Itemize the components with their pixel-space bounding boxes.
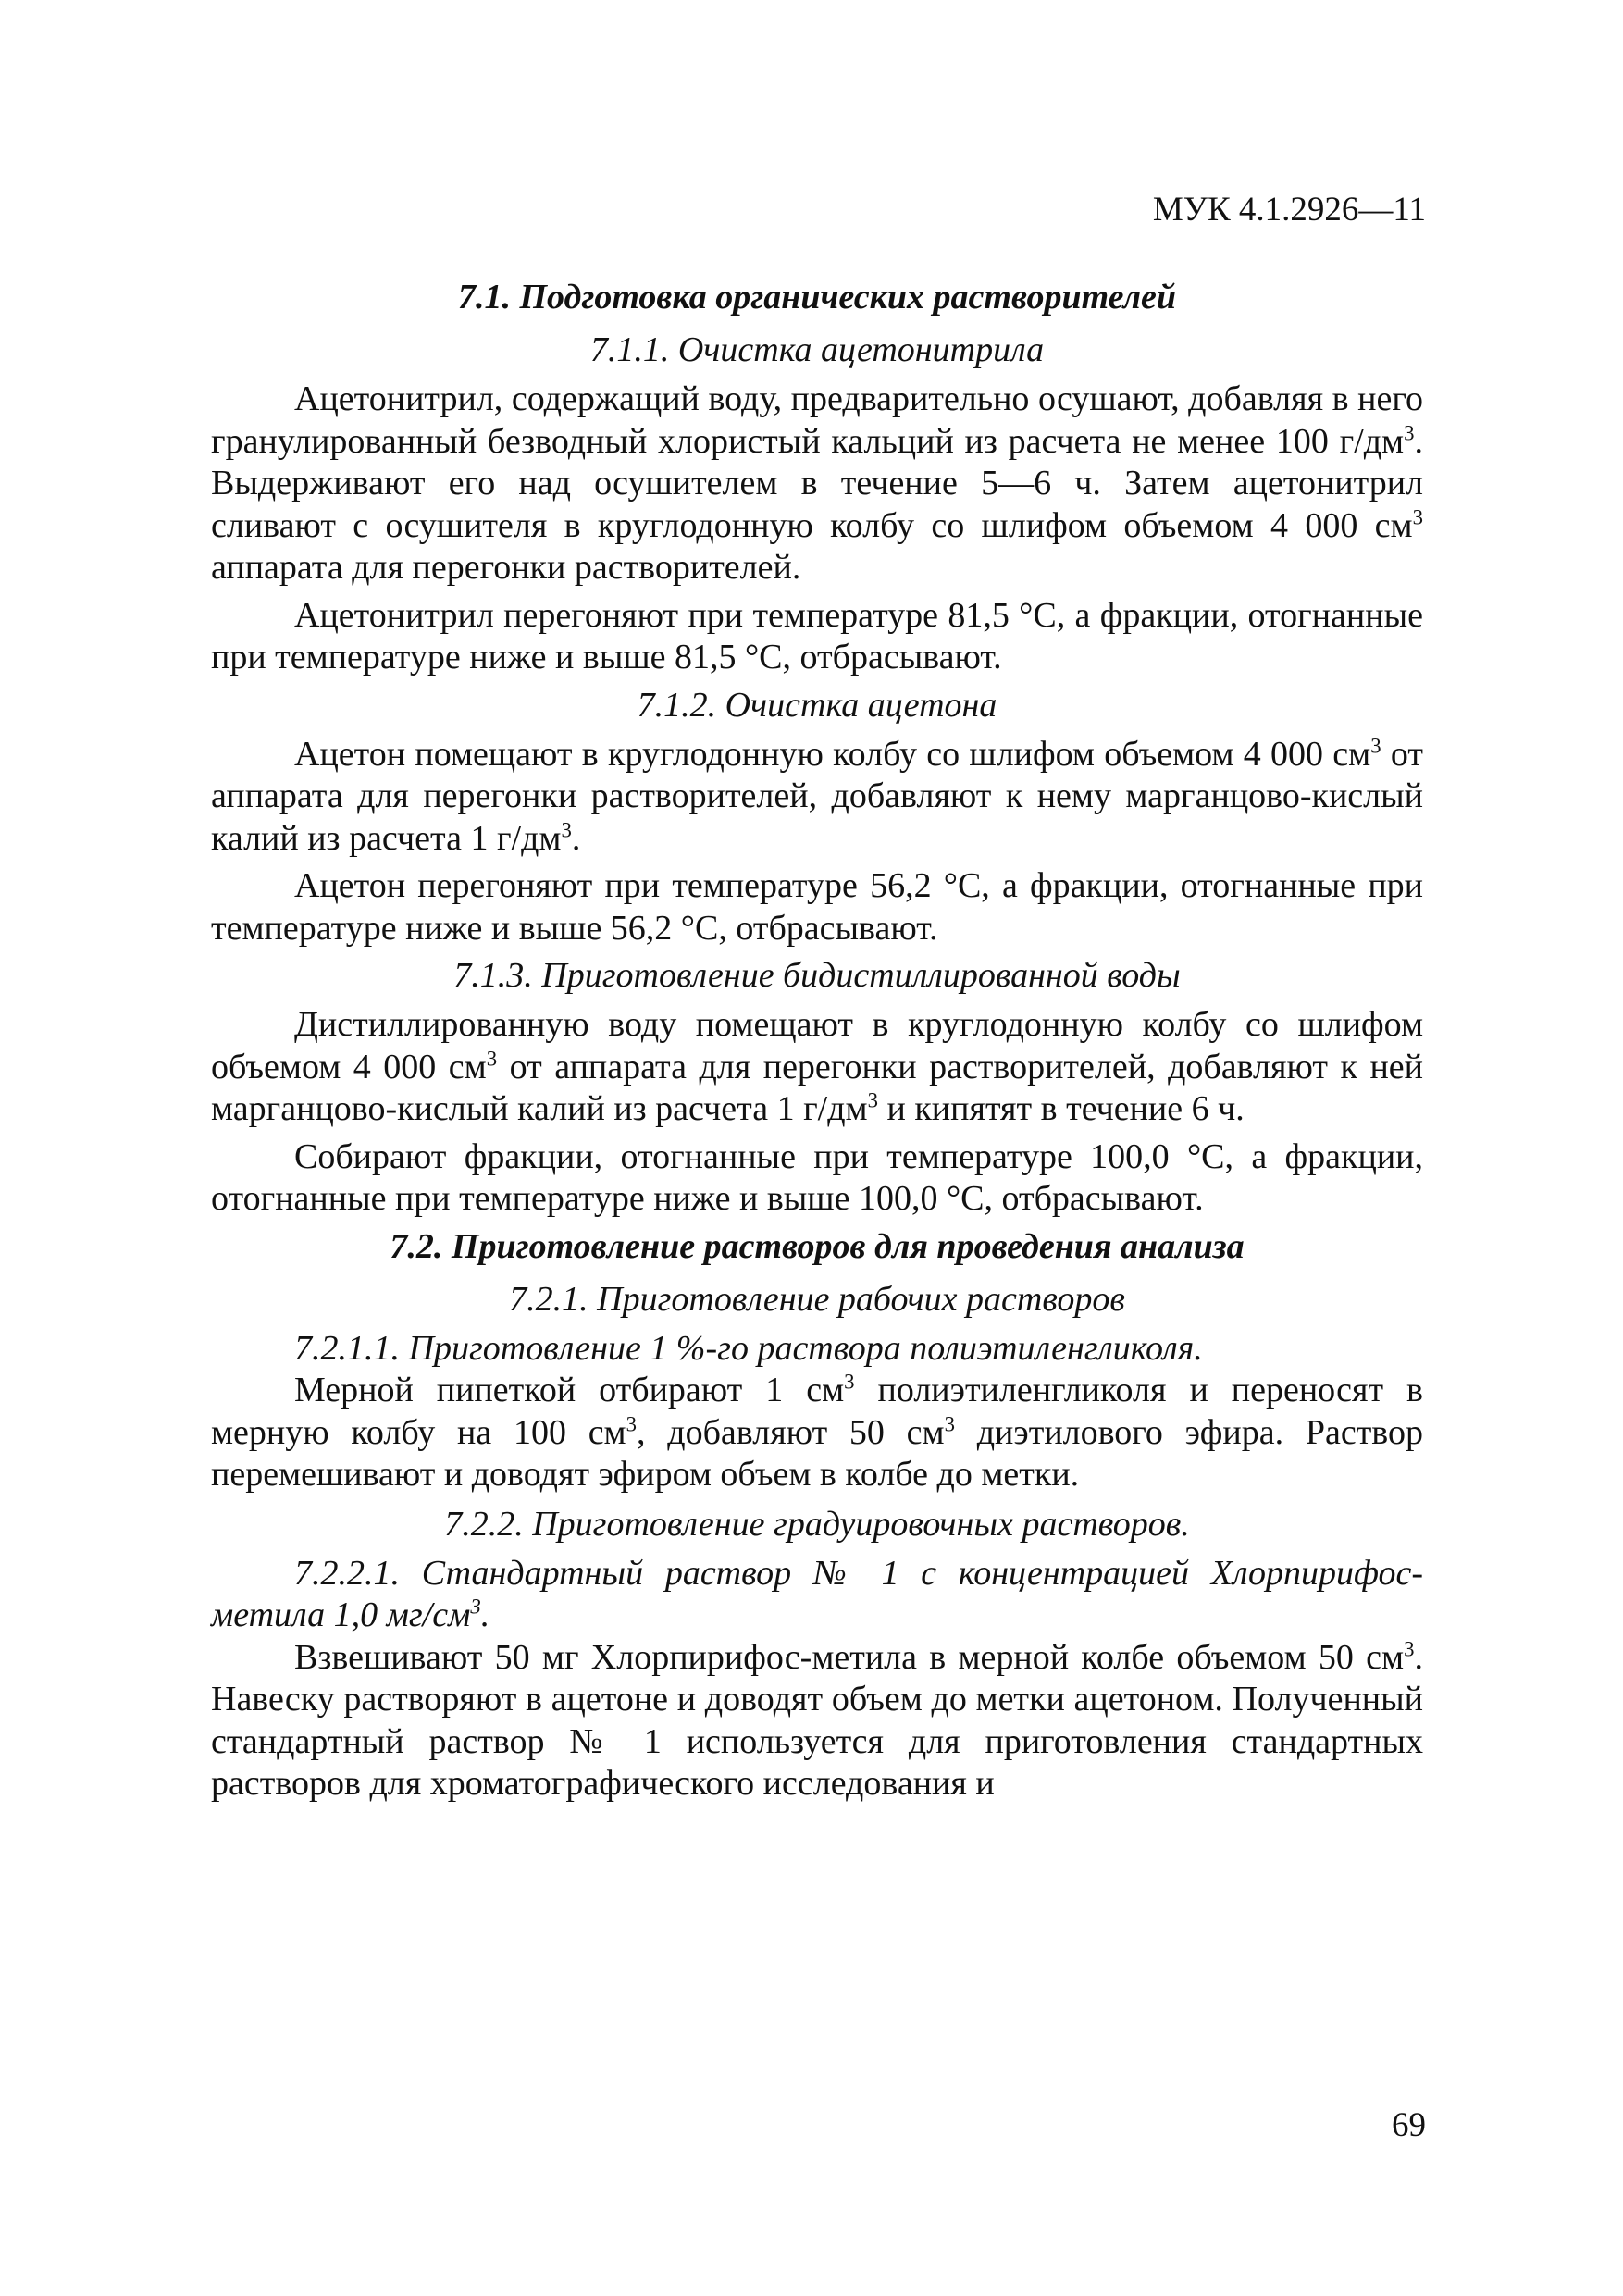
superscript: 3 [1412,504,1423,528]
superscript: 3 [470,1595,481,1619]
paragraph-acetonitrile-drying: Ацетонитрил, содержащий воду, предварительно осушают, добавляя в него гранулированный безводный хлористый кальций из расчета не менее 100 $г/дм^3$. Выдерживают его над осушителем в течение 5—6 ч. Затем ацетонитрил сливают с осушителя в круглодонную колбу со шлифом объемом 4 000 $см^3$ аппарата для перегонки растворителей. [211,379,1423,587]
subsection-heading-7-2-1-1: 7.2.1.1. Приготовление 1 %-го раствора полиэтиленгликоля. [294,1328,1203,1368]
section-heading-7-2: 7.2. Приготовление растворов для проведения анализа [390,1226,1245,1266]
superscript: 3 [1404,1636,1415,1660]
paragraph-acetone-distillation: Ацетон перегоняют при температуре 56,2 °С, а фракции, отогнанные при температуре ниже и выше 56,2 °С, отбрасывают. [211,866,1423,948]
paragraph-acetonitrile-distillation: Ацетонитрил перегоняют при температуре 81,5 °С, а фракции, отогнанные при температуре ниже и выше 81,5 °С, отбрасывают. [211,595,1423,676]
subsection-heading-7-1-3: 7.1.3. Приготовление бидистиллированной воды [453,956,1181,995]
superscript: 3 [844,1370,855,1394]
paragraph-standard-solution-1: Взвешивают 50 мг Хлорпирифос-метила в мерной колбе объемом 50 $см^3$. Навеску растворяют в ацетоне и доводят объем до метки ацетоном. Полученный стандартный раствор № 1 используется для приготовления стандартных растворов для хроматографического исследования и [211,1636,1423,1803]
paragraph-bidistilled-water-prep: Дистиллированную воду помещают в круглодонную колбу со шлифом объемом 4 000 $см^3$ от аппарата для перегонки растворителей, добавляют к ней марганцово-кислый калий из расчета 1 $г/дм^3$ и кипятят в течение 6 ч. [211,1005,1423,1128]
paragraph-bidistilled-water-collection: Собирают фракции, отогнанные при температуре 100,0 °С, а фракции, отогнанные при температуре ниже и выше 100,0 °С, отбрасывают. [211,1136,1423,1218]
superscript: 3 [944,1411,955,1435]
subsection-heading-7-2-1: 7.2.1. Приготовление рабочих растворов [509,1279,1125,1319]
superscript: 3 [626,1411,638,1435]
superscript: 3 [1404,420,1415,444]
document-body [211,275,1423,1811]
paragraph-peg-solution: Мерной пипеткой отбирают 1 $см^3$ полиэтиленгликоля и переносят в мерную колбу на 100 $см^3$, добавляют 50 $см^3$ диэтилового эфира. Раствор перемешивают и доводят эфиром объем в колбе до метки. [211,1370,1423,1494]
page-number: 69 [1392,2106,1426,2144]
superscript: 3 [1370,733,1381,757]
subsection-heading-7-2-2-1: 7.2.2.1. Стандартный раствор № 1 с концентрацией Хлорпирифос-метила 1,0 $мг/см^3$. [211,1553,1423,1634]
subsection-heading-7-1-2: 7.1.2. Очистка ацетона [637,685,997,725]
paragraph-acetone-prep: Ацетон помещают в круглодонную колбу со шлифом объемом 4 000 $см^3$ от аппарата для перегонки растворителей, добавляют к нему марганцово-кислый калий из расчета 1 $г/дм^3$. [211,733,1424,858]
superscript: 3 [867,1088,878,1112]
section-heading-7-1: 7.1. Подготовка органических растворителей [457,278,1177,316]
subsection-heading-7-2-2: 7.2.2. Приготовление градуировочных растворов. [444,1504,1190,1544]
subsection-heading-7-1-1: 7.1.1. Очистка ацетонитрила [589,330,1045,369]
superscript: 3 [561,817,572,841]
document-code-header: МУК 4.1.2926—11 [1152,191,1426,229]
superscript: 3 [486,1046,498,1070]
